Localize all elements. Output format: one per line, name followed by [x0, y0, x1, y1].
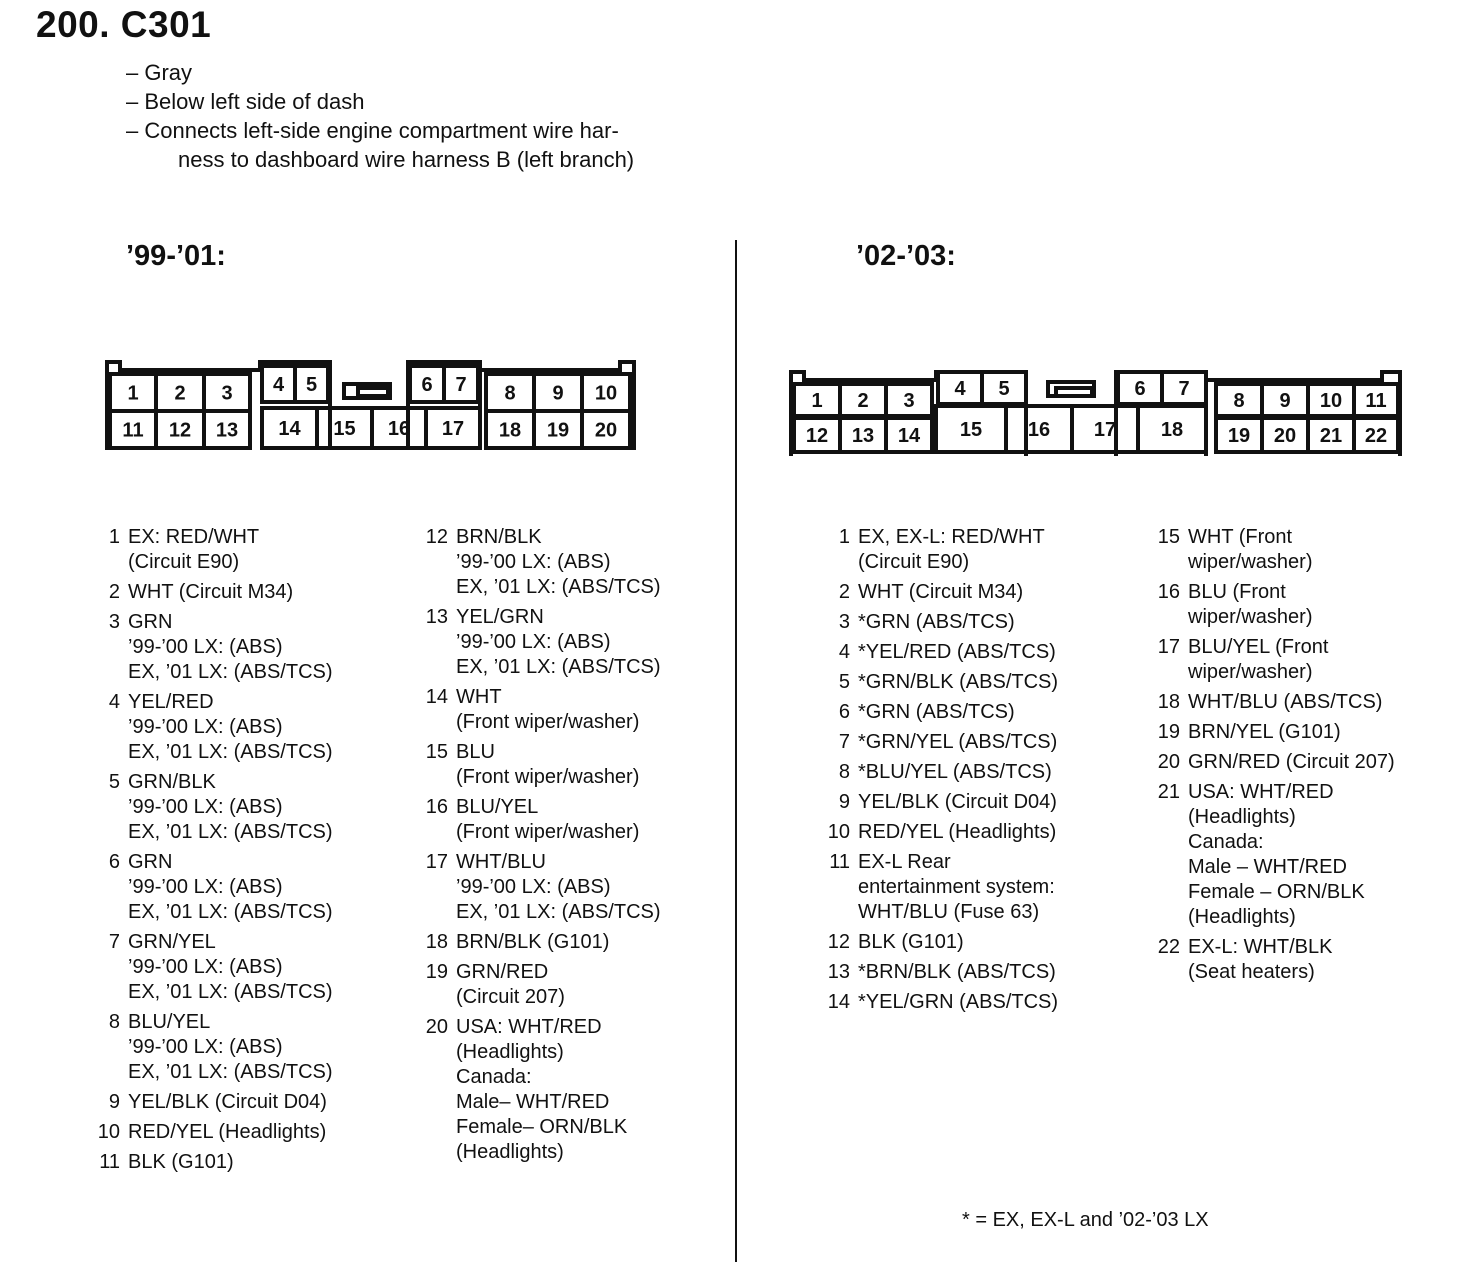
- pin-description-line: (Front wiper/washer): [456, 821, 640, 843]
- pin-list-99-01-left: [90, 525, 410, 1180]
- pin-label: 5: [998, 378, 1010, 400]
- pin-description: [858, 640, 1140, 665]
- pin-number: 12: [425, 526, 448, 548]
- pin-entry: [820, 640, 1140, 665]
- pin-description: [128, 1010, 410, 1085]
- pin-description-line: wiper/washer): [1188, 606, 1313, 628]
- pin-number: 19: [1157, 721, 1180, 743]
- pin-label: 18: [1160, 419, 1184, 441]
- pin-description-line: YEL/RED: [128, 691, 214, 713]
- pin-number: 16: [425, 796, 448, 818]
- pin-entry: [418, 795, 728, 845]
- pin-number: 7: [838, 731, 850, 753]
- pin-number: 19: [425, 961, 448, 983]
- pin-label: 7: [1178, 378, 1190, 400]
- pin-label: 3: [903, 390, 915, 412]
- pin-number: 9: [838, 791, 850, 813]
- pin-number: 4: [838, 641, 850, 663]
- latch: [358, 388, 388, 396]
- pin-number: 6: [838, 701, 850, 723]
- pin-number: 8: [838, 761, 850, 783]
- pin-label: 1: [811, 390, 823, 412]
- pin-label: 18: [498, 419, 522, 442]
- pin-description: [456, 1015, 728, 1165]
- pin-description-line: BLU/YEL (Front: [1188, 636, 1329, 658]
- pin-entry: [90, 1010, 410, 1085]
- pin-entry: [418, 605, 728, 680]
- pin-description-line: EX, EX-L: RED/WHT: [858, 526, 1045, 548]
- pin-description: [128, 1120, 410, 1145]
- pin-label: 10: [1319, 390, 1343, 412]
- pin-entry: [90, 690, 410, 765]
- pin-list-99-01-right: [418, 525, 728, 1170]
- pin-label: 7: [455, 374, 467, 396]
- pin-description: [858, 580, 1140, 605]
- connector-face-99-01: [100, 356, 640, 456]
- pin-entry: [90, 610, 410, 685]
- description-line: – Gray: [126, 60, 193, 85]
- pin-description-line: GRN/YEL: [128, 931, 216, 953]
- pin-description-line: *YEL/GRN (ABS/TCS): [858, 991, 1059, 1013]
- pin-description-line: EX, ’01 LX: (ABS/TCS): [128, 1061, 333, 1083]
- pin-number: 13: [827, 961, 850, 983]
- pin-number: 15: [425, 741, 448, 763]
- pin-description-line: (Circuit 207): [456, 986, 565, 1008]
- pin-description-line: BLU: [456, 741, 495, 763]
- pin-description-line: RED/YEL (Headlights): [128, 1121, 327, 1143]
- pin-description-line: EX-L Rear: [858, 851, 951, 873]
- pin-entry: [418, 525, 728, 600]
- pin-number: 8: [108, 1011, 120, 1033]
- description-line: – Connects left-side engine compartment wire har-: [126, 118, 619, 143]
- pin-description: [1188, 525, 1450, 575]
- pin-description-line: EX, ’01 LX: (ABS/TCS): [128, 901, 333, 923]
- pin-entry: [1150, 780, 1450, 930]
- pin-label: 13: [851, 425, 875, 447]
- pin-description-line: Male– WHT/RED: [456, 1091, 610, 1113]
- pin-entry: [820, 730, 1140, 755]
- pin-description-line: Canada:: [456, 1066, 532, 1088]
- pin-number: 14: [425, 686, 448, 708]
- pin-description: [858, 730, 1140, 755]
- pin-description-line: EX, ’01 LX: (ABS/TCS): [456, 576, 661, 598]
- pin-description: [456, 740, 728, 790]
- pin-entry: [1150, 720, 1450, 745]
- pin-description: [128, 580, 410, 605]
- pin-description-line: EX, ’01 LX: (ABS/TCS): [456, 656, 661, 678]
- pin-description: [1188, 690, 1450, 715]
- pin-label: 21: [1319, 425, 1343, 447]
- pin-description: [1188, 720, 1450, 745]
- pin-description: [128, 690, 410, 765]
- pin-entry: [418, 930, 728, 955]
- pin-number: 21: [1157, 781, 1180, 803]
- pin-label: 15: [333, 418, 356, 440]
- pin-number: 7: [108, 931, 120, 953]
- pin-description-line: WHT/BLU: [456, 851, 546, 873]
- pin-description-line: BLK (G101): [858, 931, 964, 953]
- pin-label: 15: [959, 419, 983, 441]
- pin-description-line: wiper/washer): [1188, 551, 1313, 573]
- pin-entry: [820, 760, 1140, 785]
- pin-description: [858, 960, 1140, 985]
- pin-description: [456, 525, 728, 600]
- pin-description-line: (Seat heaters): [1188, 961, 1315, 983]
- pin-description: [456, 685, 728, 735]
- pin-description-line: GRN: [128, 611, 173, 633]
- pin-entry: [820, 670, 1140, 695]
- pin-entry: [1150, 935, 1450, 985]
- pin-label: 5: [305, 374, 318, 396]
- pin-number: 2: [838, 581, 850, 603]
- pin-number: 3: [838, 611, 850, 633]
- pin-description-line: (Headlights): [456, 1041, 564, 1063]
- pin-number: 10: [97, 1121, 120, 1143]
- pin-label: 12: [168, 419, 192, 442]
- pin-description-line: Female – ORN/BLK: [1188, 881, 1365, 903]
- pin-description: [858, 820, 1140, 845]
- connector-id: C301: [120, 4, 212, 45]
- pin-description-line: WHT (Circuit M34): [858, 581, 1024, 603]
- pin-label: 3: [221, 382, 233, 405]
- pin-description-line: wiper/washer): [1188, 661, 1313, 683]
- pin-description-line: *GRN/BLK (ABS/TCS): [858, 671, 1059, 693]
- column-divider: [735, 240, 737, 1262]
- pin-number: 20: [1157, 751, 1180, 773]
- pin-label: 14: [278, 418, 301, 440]
- description-line: – Below left side of dash: [126, 89, 365, 114]
- pin-description-line: BLU/YEL: [456, 796, 539, 818]
- pin-description-line: (Circuit E90): [858, 551, 970, 573]
- pin-description-line: GRN: [128, 851, 173, 873]
- pin-label: 17: [441, 418, 465, 440]
- pin-description: [858, 525, 1140, 575]
- pin-description-line: GRN/RED (Circuit 207): [1188, 751, 1395, 773]
- pin-description-line: ’99-’00 LX: (ABS): [456, 631, 611, 653]
- pin-description-line: ’99-’00 LX: (ABS): [128, 636, 283, 658]
- pin-description: [1188, 635, 1450, 685]
- pin-number: 14: [827, 991, 850, 1013]
- pin-label: 20: [594, 419, 618, 442]
- pin-number: 16: [1157, 581, 1180, 603]
- pin-number: 13: [425, 606, 448, 628]
- pin-description: [456, 960, 728, 1010]
- pin-number: 22: [1157, 936, 1180, 958]
- pin-description: [858, 790, 1140, 815]
- pin-description-line: *BLU/YEL (ABS/TCS): [858, 761, 1052, 783]
- pin-description-line: BLK (G101): [128, 1151, 234, 1173]
- pin-description: [128, 1090, 410, 1115]
- pin-label: 22: [1364, 425, 1388, 447]
- pin-number: 17: [1157, 636, 1180, 658]
- pin-number: 5: [838, 671, 850, 693]
- pin-description-line: ’99-’00 LX: (ABS): [456, 551, 611, 573]
- heading-02-03: ’02-’03:: [856, 240, 956, 272]
- pin-entry: [1150, 635, 1450, 685]
- footnote: * = EX, EX-L and ’02-’03 LX: [962, 1209, 1209, 1231]
- pin-description-line: (Headlights): [456, 1141, 564, 1163]
- pin-entry: [90, 1150, 410, 1175]
- pin-label: 4: [272, 374, 285, 396]
- pin-description-line: BRN/BLK (G101): [456, 931, 610, 953]
- pin-entry: [820, 930, 1140, 955]
- pin-description: [456, 850, 728, 925]
- pin-description-line: ’99-’00 LX: (ABS): [456, 876, 611, 898]
- pin-entry: [1150, 690, 1450, 715]
- pin-description-line: ’99-’00 LX: (ABS): [128, 716, 283, 738]
- pin-entry: [820, 610, 1140, 635]
- pin-number: 5: [108, 771, 120, 793]
- pin-description-line: YEL/BLK (Circuit D04): [128, 1091, 327, 1113]
- pin-label: 11: [122, 419, 144, 442]
- pin-description-line: EX, ’01 LX: (ABS/TCS): [456, 901, 661, 923]
- pin-entry: [90, 930, 410, 1005]
- pin-entry: [418, 740, 728, 790]
- pin-description-line: *GRN (ABS/TCS): [858, 611, 1015, 633]
- pin-number: 11: [99, 1151, 120, 1173]
- pin-description-line: USA: WHT/RED: [456, 1016, 602, 1038]
- pin-description: [1188, 750, 1450, 775]
- pin-entry: [820, 580, 1140, 605]
- pin-entry: [90, 1090, 410, 1115]
- pin-entry: [90, 770, 410, 845]
- pin-label: 6: [1134, 378, 1146, 400]
- pin-description-line: GRN/RED: [456, 961, 549, 983]
- pin-description-line: EX, ’01 LX: (ABS/TCS): [128, 741, 333, 763]
- pin-description-line: Canada:: [1188, 831, 1264, 853]
- pin-label: 4: [954, 378, 966, 400]
- pin-description: [858, 990, 1140, 1015]
- pin-entry: [90, 580, 410, 605]
- pin-label: 9: [552, 382, 564, 405]
- pin-entry: [418, 1015, 728, 1165]
- pin-list-02-03-left: [820, 525, 1140, 1020]
- pin-description-line: Male – WHT/RED: [1188, 856, 1347, 878]
- pin-entry: [418, 685, 728, 735]
- pin-number: 10: [827, 821, 850, 843]
- pin-number: 18: [425, 931, 448, 953]
- pin-description-line: YEL/BLK (Circuit D04): [858, 791, 1057, 813]
- pin-entry: [418, 850, 728, 925]
- pin-label: 10: [594, 382, 618, 405]
- pin-description-line: ’99-’00 LX: (ABS): [128, 956, 283, 978]
- pin-description-line: EX, ’01 LX: (ABS/TCS): [128, 661, 333, 683]
- pin-number: 11: [829, 851, 850, 873]
- pin-description: [858, 930, 1140, 955]
- pin-number: 1: [108, 526, 120, 548]
- pin-entry: [1150, 580, 1450, 630]
- pin-number: 15: [1157, 526, 1180, 548]
- pin-label: 17: [1093, 419, 1117, 441]
- pin-number: 12: [827, 931, 850, 953]
- pin-description-line: EX: RED/WHT: [128, 526, 260, 548]
- pin-description-line: (Front wiper/washer): [456, 711, 640, 733]
- pin-entry: [820, 790, 1140, 815]
- pin-label: 2: [174, 382, 186, 405]
- pin-description: [128, 930, 410, 1005]
- pin-description-line: WHT (Front: [1188, 526, 1293, 548]
- pin-description-line: EX, ’01 LX: (ABS/TCS): [128, 981, 333, 1003]
- pin-entry: [820, 960, 1140, 985]
- pin-entry: [90, 525, 410, 575]
- pin-label: 11: [1365, 390, 1387, 412]
- pin-description-line: WHT (Circuit M34): [128, 581, 294, 603]
- pin-label: 9: [1279, 390, 1291, 412]
- pin-description: [1188, 780, 1450, 930]
- pin-label: 14: [897, 425, 921, 447]
- pin-description-line: BLU/YEL: [128, 1011, 211, 1033]
- pin-description-line: (Circuit E90): [128, 551, 240, 573]
- pin-number: 4: [108, 691, 120, 713]
- pin-description-line: WHT/BLU (Fuse 63): [858, 901, 1040, 923]
- pin-description-line: ’99-’00 LX: (ABS): [128, 796, 283, 818]
- pin-description: [858, 610, 1140, 635]
- pin-number: 18: [1157, 691, 1180, 713]
- heading-99-01: ’99-’01:: [126, 240, 226, 272]
- pin-description-line: GRN/BLK: [128, 771, 216, 793]
- pin-description: [456, 795, 728, 845]
- pin-label: 20: [1273, 425, 1297, 447]
- pin-label: 12: [805, 425, 829, 447]
- pin-entry: [1150, 750, 1450, 775]
- pin-description-line: RED/YEL (Headlights): [858, 821, 1057, 843]
- pin-number: 3: [108, 611, 120, 633]
- pin-description: [456, 605, 728, 680]
- pin-description-line: *GRN (ABS/TCS): [858, 701, 1015, 723]
- pin-label: 8: [1233, 390, 1245, 412]
- pin-description: [858, 850, 1140, 925]
- pin-entry: [820, 525, 1140, 575]
- pin-label: 16: [387, 418, 411, 440]
- pin-description-line: USA: WHT/RED: [1188, 781, 1334, 803]
- pin-entry: [820, 990, 1140, 1015]
- pin-entry: [820, 820, 1140, 845]
- pin-description-line: BLU (Front: [1188, 581, 1286, 603]
- pin-label: 19: [1227, 425, 1251, 447]
- pin-description-line: (Headlights): [1188, 806, 1296, 828]
- pin-number: 9: [108, 1091, 120, 1113]
- pin-number: 1: [838, 526, 850, 548]
- pin-label: 8: [504, 382, 516, 405]
- section-number: 200.: [36, 4, 111, 45]
- pin-description-line: Female– ORN/BLK: [456, 1116, 628, 1138]
- pin-entry: [90, 1120, 410, 1145]
- pin-number: 20: [425, 1016, 448, 1038]
- pin-description-line: ’99-’00 LX: (ABS): [128, 876, 283, 898]
- pin-number: 2: [108, 581, 120, 603]
- pin-label: 13: [215, 419, 239, 442]
- pin-entry: [418, 960, 728, 1010]
- pin-description: [128, 770, 410, 845]
- pin-description-line: *BRN/BLK (ABS/TCS): [858, 961, 1056, 983]
- pin-label: 2: [857, 390, 869, 412]
- pin-description-line: WHT/BLU (ABS/TCS): [1188, 691, 1383, 713]
- description-line: ness to dashboard wire harness B (left branch): [178, 147, 635, 172]
- pin-label: 16: [1027, 419, 1051, 441]
- pin-description-line: ’99-’00 LX: (ABS): [128, 1036, 283, 1058]
- pin-description-line: BRN/BLK: [456, 526, 542, 548]
- connector-description: [126, 58, 634, 174]
- pin-description-line: WHT: [456, 686, 502, 708]
- pin-description-line: (Headlights): [1188, 906, 1296, 928]
- pin-entry: [820, 850, 1140, 925]
- pin-entry: [90, 850, 410, 925]
- pin-description-line: entertainment system:: [858, 876, 1055, 898]
- pin-description: [128, 525, 410, 575]
- latch: [1056, 388, 1092, 396]
- pin-label: 1: [127, 382, 139, 405]
- pin-number: 17: [425, 851, 448, 873]
- pin-description-line: BRN/YEL (G101): [1188, 721, 1341, 743]
- connector-face-02-03: [786, 366, 1406, 461]
- pin-number: 6: [108, 851, 120, 873]
- pin-description-line: EX, ’01 LX: (ABS/TCS): [128, 821, 333, 843]
- pin-entry: [820, 700, 1140, 725]
- pin-description: [858, 700, 1140, 725]
- pin-description: [456, 930, 728, 955]
- pin-description-line: *YEL/RED (ABS/TCS): [858, 641, 1056, 663]
- pin-description: [128, 850, 410, 925]
- pin-description: [128, 1150, 410, 1175]
- pin-description-line: YEL/GRN: [456, 606, 544, 628]
- pin-list-02-03-right: [1150, 525, 1450, 990]
- pin-description-line: *GRN/YEL (ABS/TCS): [858, 731, 1058, 753]
- pin-description: [1188, 580, 1450, 630]
- pin-description: [128, 610, 410, 685]
- pin-description: [858, 760, 1140, 785]
- pin-description-line: (Front wiper/washer): [456, 766, 640, 788]
- pin-label: 19: [546, 419, 570, 442]
- pin-label: 6: [421, 374, 433, 396]
- pin-description: [1188, 935, 1450, 985]
- pin-description-line: EX-L: WHT/BLK: [1188, 936, 1333, 958]
- page-title: [36, 4, 211, 46]
- pin-entry: [1150, 525, 1450, 575]
- pin-description: [858, 670, 1140, 695]
